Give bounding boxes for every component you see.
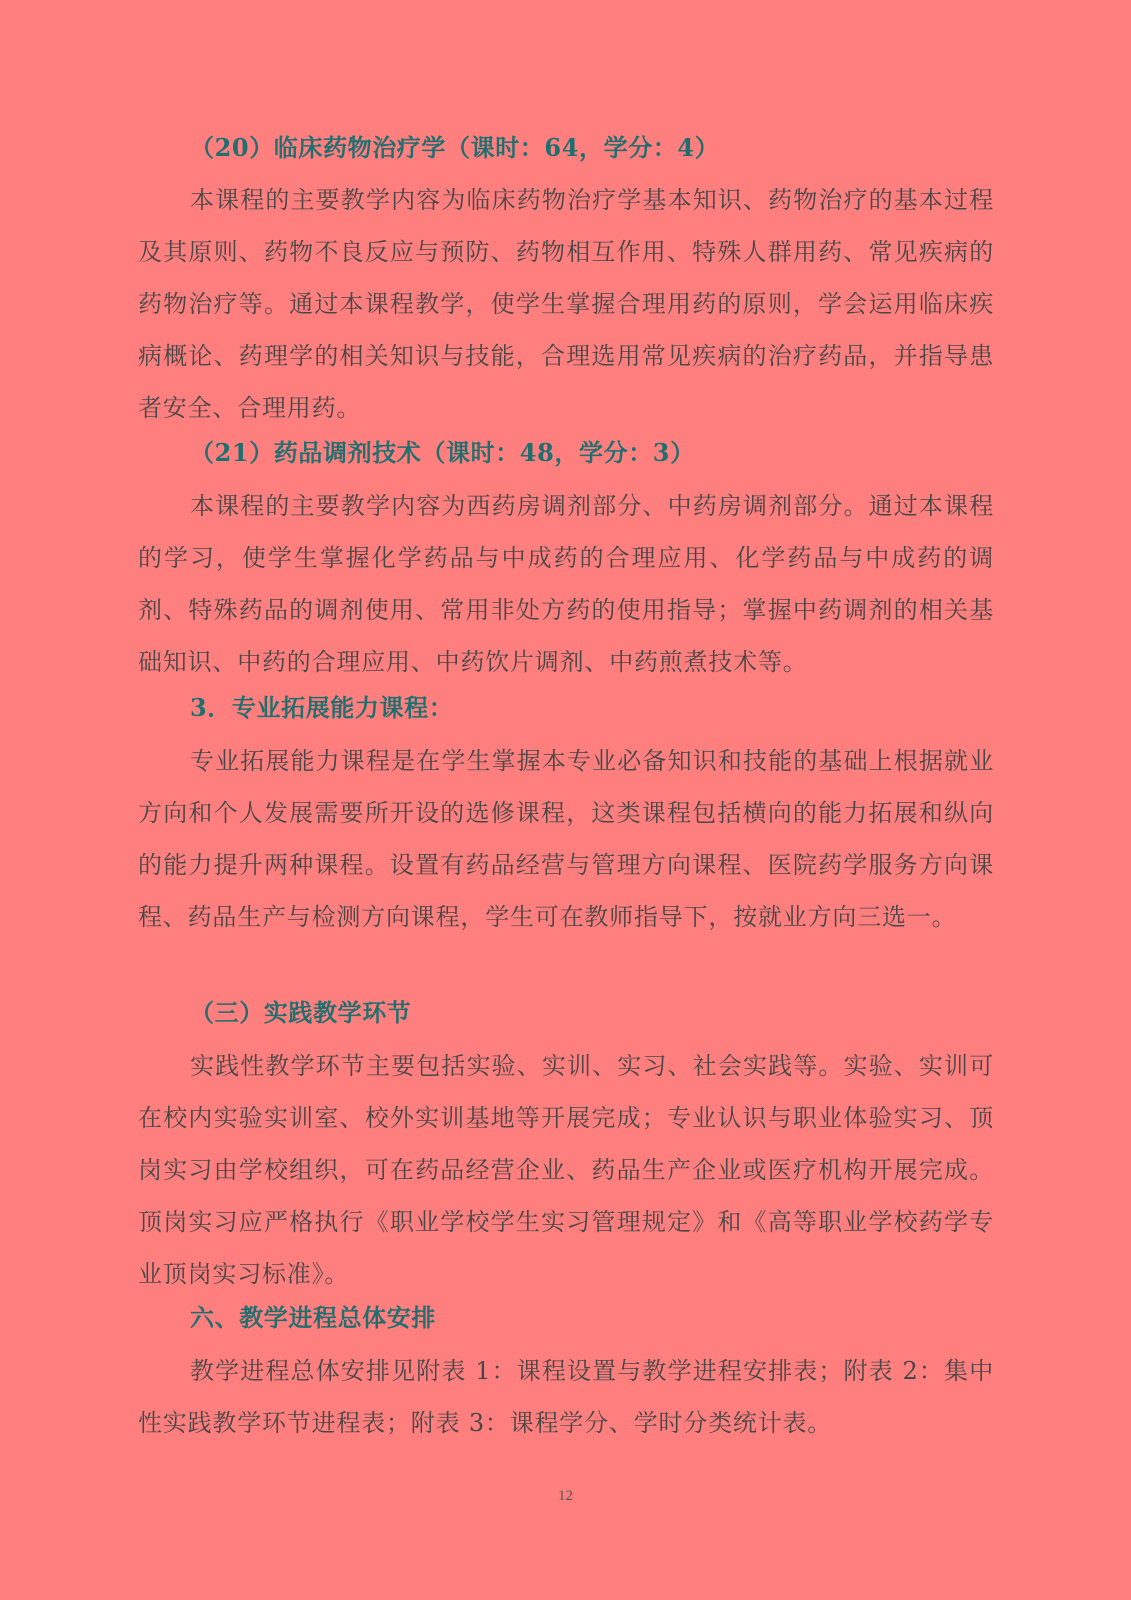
paragraph-teaching-schedule: 教学进程总体安排见附表 1：课程设置与教学进程安排表；附表 2：集中性实践教学环节进程表；附表 3：课程学分、学时分类统计表。 [138,1357,994,1437]
section-heading-extension-courses: 3．专业拓展能力课程： [190,693,454,722]
section-heading-drug-dispensing: （21）药品调剂技术（课时：48，学分：3） [190,438,695,467]
paragraph-practice-teaching: 实践性教学环节主要包括实验、实训、实习、社会实践等。实验、实训可在校内实验实训室、校外实训基地等开展完成；专业认识与职业体验实习、顶岗实习由学校组织，可在药品经营企业、药品生产企业或医疗机构开展完成。顶岗实习应严格执行《职业学校学生实习管理规定》和《高等职业学校药学专业顶岗实习标准》。 [138,1052,994,1288]
paragraph-extension-courses: 专业拓展能力课程是在学生掌握本专业必备知识和技能的基础上根据就业方向和个人发展需要所开设的选修课程，这类课程包括横向的能力拓展和纵向的能力提升两种课程。设置有药品经营与管理方向课程、医院药学服务方向课程、药品生产与检测方向课程，学生可在教师指导下，按就业方向三选一。 [138,747,994,931]
page-number: 12 [558,1488,573,1504]
section-heading-practice-teaching: （三）实践教学环节 [190,998,412,1027]
paragraph-drug-dispensing: 本课程的主要教学内容为西药房调剂部分、中药房调剂部分。通过本课程的学习，使学生掌握化学药品与中成药的合理应用、化学药品与中成药的调剂、特殊药品的调剂使用、常用非处方药的使用指导；掌握中药调剂的相关基础知识、中药的合理应用、中药饮片调剂、中药煎煮技术等。 [138,492,994,676]
paragraph-clinical-pharmacotherapy: 本课程的主要教学内容为临床药物治疗学基本知识、药物治疗的基本过程及其原则、药物不良反应与预防、药物相互作用、特殊人群用药、常见疾病的药物治疗等。通过本课程教学，使学生掌握合理用药的原则，学会运用临床疾病概论、药理学的相关知识与技能，合理选用常见疾病的治疗药品，并指导患者安全、合理用药。 [138,186,994,422]
section-heading-teaching-schedule: 六、教学进程总体安排 [190,1303,436,1332]
section-heading-clinical-pharmacotherapy: （20）临床药物治疗学（课时：64，学分：4） [190,133,720,162]
